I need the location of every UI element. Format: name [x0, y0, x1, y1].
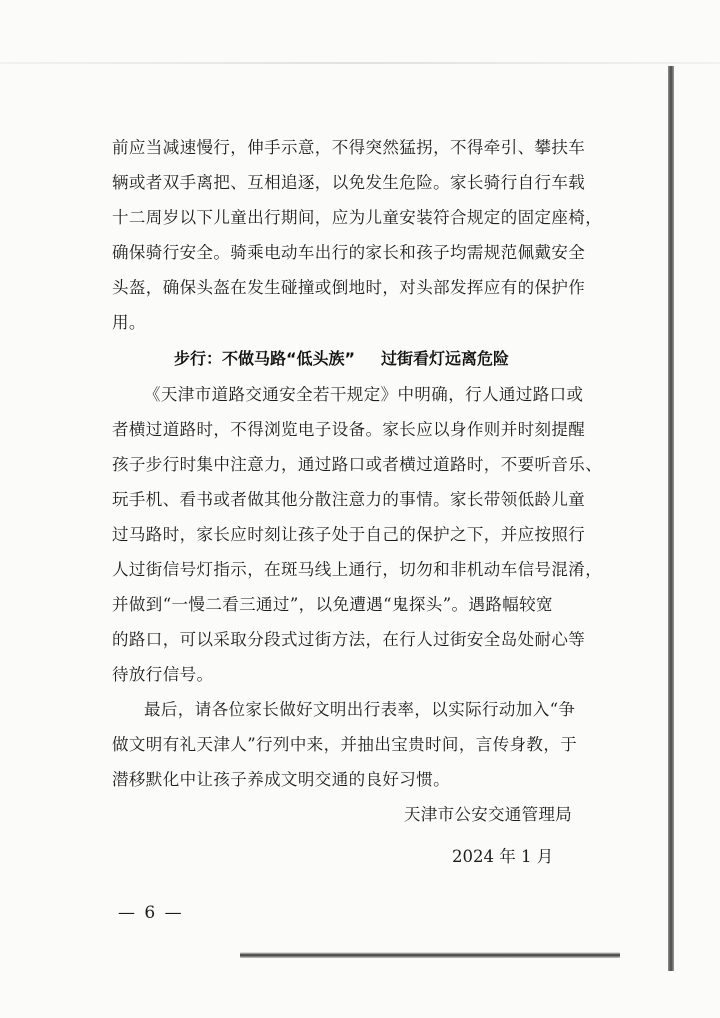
paragraph-line: 并做到“一慢二看三通过”，以免遭遇“鬼探头”。遇路幅较宽 — [112, 595, 553, 614]
paragraph-line: 人过街信号灯指示，在斑马线上通行，切勿和非机动车信号混淆， — [112, 560, 603, 579]
paragraph-line: 过马路时，家长应时刻让孩子处于自己的保护之下，并应按照行 — [112, 525, 586, 544]
paragraph-line: 潜移默化中让孩子养成文明交通的良好习惯。 — [112, 770, 450, 789]
scan-top-edge — [0, 62, 720, 64]
paragraph-line: 辆或者双手离把、互相追逐，以免发生危险。家长骑行自行车载 — [112, 173, 586, 192]
paragraph-line: 的路口，可以采取分段式过街方法，在行人过街安全岛处耐心等 — [112, 630, 586, 649]
paragraph-line: 最后，请各位家长做好文明出行表率，以实际行动加入“争 — [144, 700, 576, 719]
issuer-signature: 天津市公安交通管理局 — [404, 805, 572, 824]
paragraph-line: 做文明有礼天津人”行列中来，并抽出宝贵时间，言传身教，于 — [112, 735, 578, 754]
paragraph-line: 头盔，确保头盔在发生碰撞或倒地时，对头部发挥应有的保护作 — [112, 278, 586, 297]
section-heading-part2: 过街看灯远离危险 — [381, 349, 510, 368]
paragraph-line: 前应当减速慢行，伸手示意，不得突然猛拐，不得牵引、攀扶车 — [112, 138, 586, 157]
paragraph-line: 十二周岁以下儿童出行期间，应为儿童安装符合规定的固定座椅， — [112, 208, 603, 227]
paragraph-line: 《天津市道路交通安全若干规定》中明确，行人通过路口或 — [144, 385, 584, 404]
paragraph-line: 孩子步行时集中注意力，通过路口或者横过道路时，不要听音乐、 — [112, 455, 603, 474]
body-text — [112, 130, 604, 797]
paragraph-line: 确保骑行安全。骑乘电动车出行的家长和孩子均需规范佩戴安全 — [112, 243, 586, 262]
scan-right-edge — [668, 66, 674, 971]
scan-bottom-edge — [240, 952, 620, 958]
paragraph-line: 玩手机、看书或者做其他分散注意力的事情。家长带领低龄儿童 — [112, 490, 586, 509]
page-number: — 6 — — [118, 903, 184, 923]
section-heading-part1: 步行：不做马路“低头族” — [174, 349, 356, 368]
issue-date: 2024 年 1 月 — [452, 847, 554, 866]
paragraph-line: 用。 — [112, 313, 146, 332]
section-heading — [112, 340, 604, 377]
paragraph-line: 待放行信号。 — [112, 665, 214, 684]
paragraph-line: 者横过道路时，不得浏览电子设备。家长应以身作则并时刻提醒 — [112, 420, 586, 439]
